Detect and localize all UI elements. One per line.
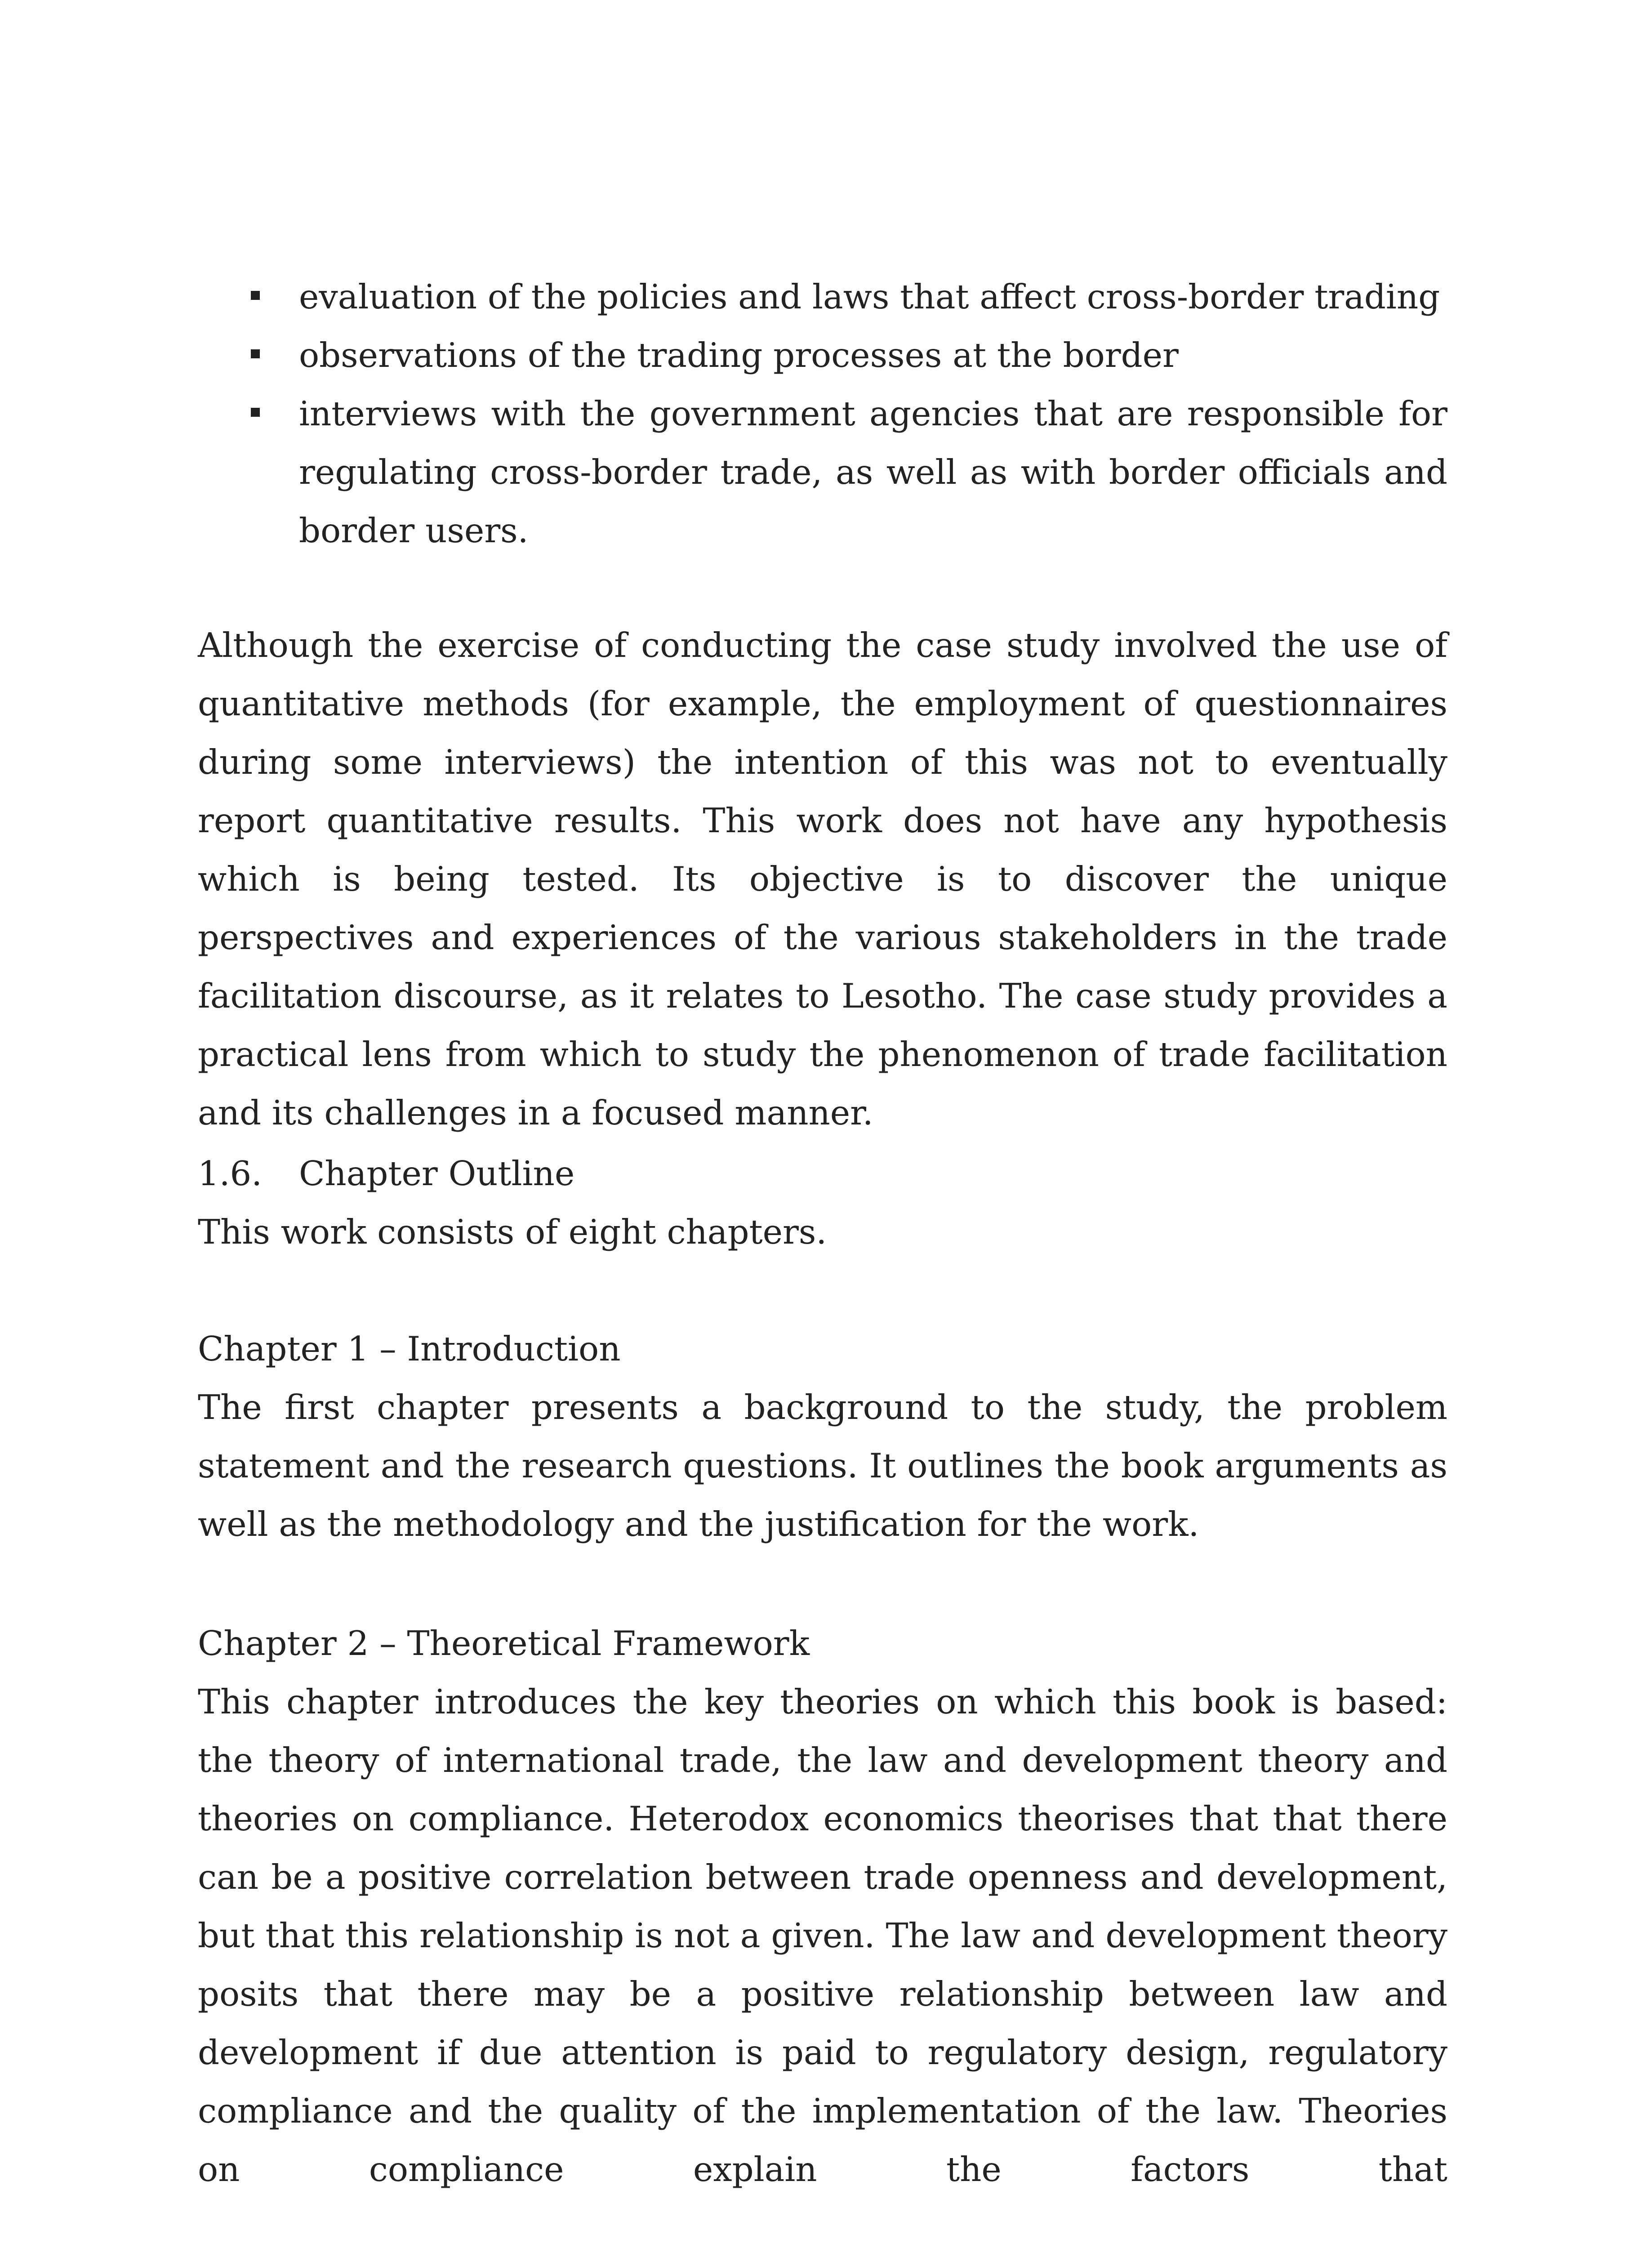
section-title: Chapter Outline <box>299 1154 575 1193</box>
method-bullet-list <box>198 268 1447 560</box>
square-bullet-icon <box>251 349 260 358</box>
section-heading <box>198 1144 574 1203</box>
bullet-text: evaluation of the policies and laws that affect cross-border trading <box>299 277 1440 317</box>
list-item <box>198 268 1447 326</box>
list-item <box>198 384 1447 560</box>
section-intro: This work consists of eight chapters. <box>198 1212 827 1252</box>
bullet-text: observations of the trading processes at the border <box>299 335 1179 375</box>
square-bullet-icon <box>251 291 260 300</box>
square-bullet-icon <box>251 408 260 417</box>
section-number: 1.6. <box>198 1154 263 1193</box>
case-study-paragraph: Although the exercise of conducting the case study involved the use of quantitative methods (for example, the employment of questionnaires during some interviews) the intention of this was not to eventually report quantitative results. This work does not have any hypothesis which is being tested. Its objective is to discover the unique perspectives and experiences of the various stakeholders in the trade facilitation discourse, as it relates to Lesotho. The case study provides a practical lens from which to study the phenomenon of trade facilitation and its challenges in a focused manner. <box>198 625 1447 1133</box>
list-item <box>198 326 1447 384</box>
chapter-2-paragraph: This chapter introduces the key theories on which this book is based: the theory of international trade, the law and development theory and theories on compliance. Heterodox economics theorises that that there can be a positive correlation between trade openness and development, but that this relationship is not a given. The law and development theory posits that there may be a positive relationship between law and development if due attention is paid to regulatory design, regulatory compliance and the quality of the implementation of the law. Theories on compliance explain the factors that <box>198 1682 1447 2189</box>
bullet-text: interviews with the government agencies that are responsible for regulating cross-border trade, as well as with border officials and border users. <box>299 394 1447 550</box>
chapter-2-heading: Chapter 2 – Theoretical Framework <box>198 1624 810 1663</box>
chapter-1-paragraph: The first chapter presents a background to the study, the problem statement and the research questions. It outlines the book arguments as well as the methodology and the justification for the work. <box>198 1387 1447 1544</box>
chapter-1-heading: Chapter 1 – Introduction <box>198 1329 621 1369</box>
